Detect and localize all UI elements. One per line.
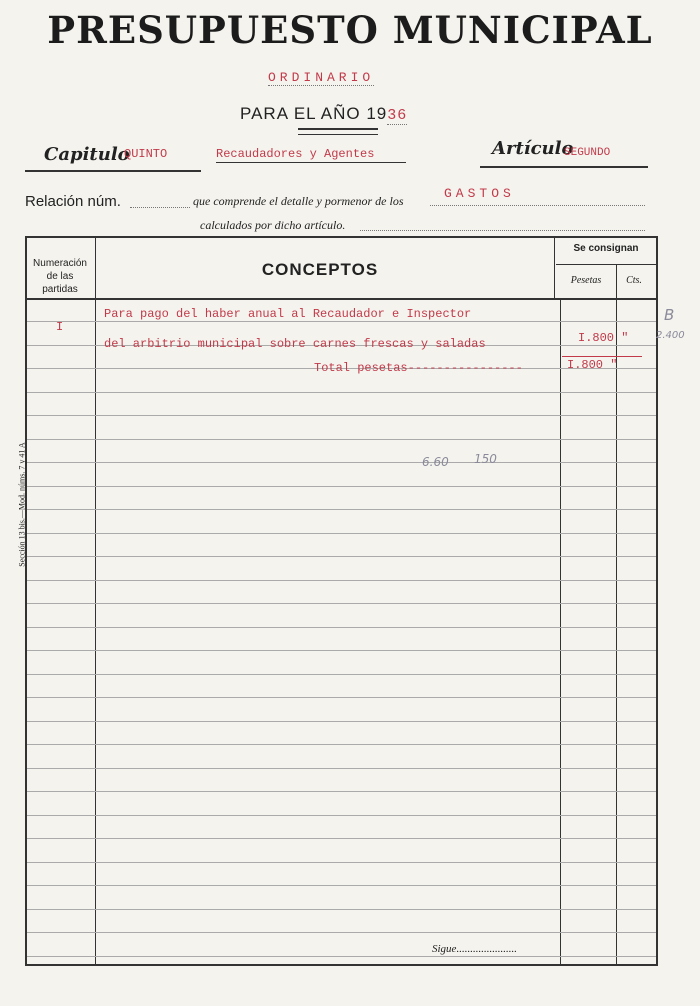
ruled-line: [27, 556, 656, 557]
ruled-line: [27, 862, 656, 863]
entry-line-2: del arbitrio municipal sobre carnes frescas y saladas: [104, 337, 486, 351]
pencil-note-2: 150: [474, 452, 497, 466]
ornament-divider: [298, 128, 378, 135]
pencil-note: 6.60: [422, 455, 449, 469]
relacion-value-line: [430, 205, 645, 206]
ruled-line: [27, 721, 656, 722]
relacion-text-2: calculados por dicho artículo.: [200, 218, 346, 232]
articulo-value: SEGUNDO: [564, 147, 611, 159]
ruled-line: [27, 791, 656, 792]
relacion-line-2: [360, 230, 645, 231]
margin-note: B: [664, 306, 675, 324]
ruled-line: [27, 956, 656, 957]
header-consignan: Se consignan: [573, 243, 639, 254]
ruled-line: [27, 415, 656, 416]
year-value: 36: [387, 107, 408, 124]
ruled-line: [27, 462, 656, 463]
ruled-line: [27, 815, 656, 816]
ruled-line: [27, 744, 656, 745]
header-cts: Cts.: [626, 275, 642, 286]
ruled-line: [27, 909, 656, 910]
entry-number: I: [56, 320, 64, 334]
col-divider-num: [95, 238, 96, 965]
header-numeracion: Numeración de las partidas: [33, 258, 87, 295]
capitulo-description: Recaudadores y Agentes: [216, 147, 375, 161]
year-prefix: PARA EL AÑO 19: [240, 104, 388, 123]
ruled-line: [27, 650, 656, 651]
entry-amount: I.800 ": [578, 331, 629, 345]
header-pesetas: Pesetas: [570, 275, 602, 286]
document-title: PRESUPUESTO MUNICIPAL: [47, 8, 653, 52]
entry-line-1: Para pago del haber anual al Recaudador e Inspector: [104, 307, 472, 321]
ruled-line: [27, 838, 656, 839]
margin-value: 2.400: [656, 330, 685, 341]
articulo-label: Artículo: [492, 138, 574, 159]
ruled-line: [27, 932, 656, 933]
header-rule-left: [25, 170, 201, 172]
side-note: Sección 13 bis.—Mod. núms. 7 y 41 A: [17, 442, 27, 567]
header-rule-right: [480, 166, 648, 168]
header-conceptos: CONCEPTOS: [261, 260, 379, 279]
header-bottom-rule: [27, 298, 656, 300]
ruled-line: [27, 768, 656, 769]
col-divider-amount-top: [554, 238, 555, 298]
ruled-line: [27, 603, 656, 604]
relacion-value: GASTOS: [444, 186, 515, 201]
budget-type: ORDINARIO: [268, 70, 375, 85]
ruled-line: [27, 627, 656, 628]
relacion-number-blank: [130, 207, 190, 208]
ruled-line: [27, 885, 656, 886]
consignan-rule: [556, 264, 656, 265]
year-line: [240, 104, 407, 124]
header-rule-mid: [216, 162, 406, 163]
capitulo-label: Capitulo: [44, 144, 130, 165]
ruled-line: [27, 392, 656, 393]
capitulo-value: QUINTO: [124, 147, 168, 161]
total-label: Total pesetas----------------: [314, 361, 523, 375]
ruled-line: [27, 321, 656, 322]
ruled-line: [27, 439, 656, 440]
ruled-line: [27, 580, 656, 581]
ruled-line: [27, 486, 656, 487]
sigue-text: Sigue......................: [432, 943, 517, 955]
total-rule: [562, 356, 642, 357]
ruled-line: [27, 533, 656, 534]
ruled-line: [27, 674, 656, 675]
relacion-label: Relación núm.: [25, 193, 121, 210]
relacion-text: que comprende el detalle y pormenor de los: [193, 194, 404, 208]
col-divider-amount: [560, 298, 561, 965]
ruled-line: [27, 697, 656, 698]
total-amount: I.800 ": [567, 358, 618, 372]
ruled-line: [27, 509, 656, 510]
